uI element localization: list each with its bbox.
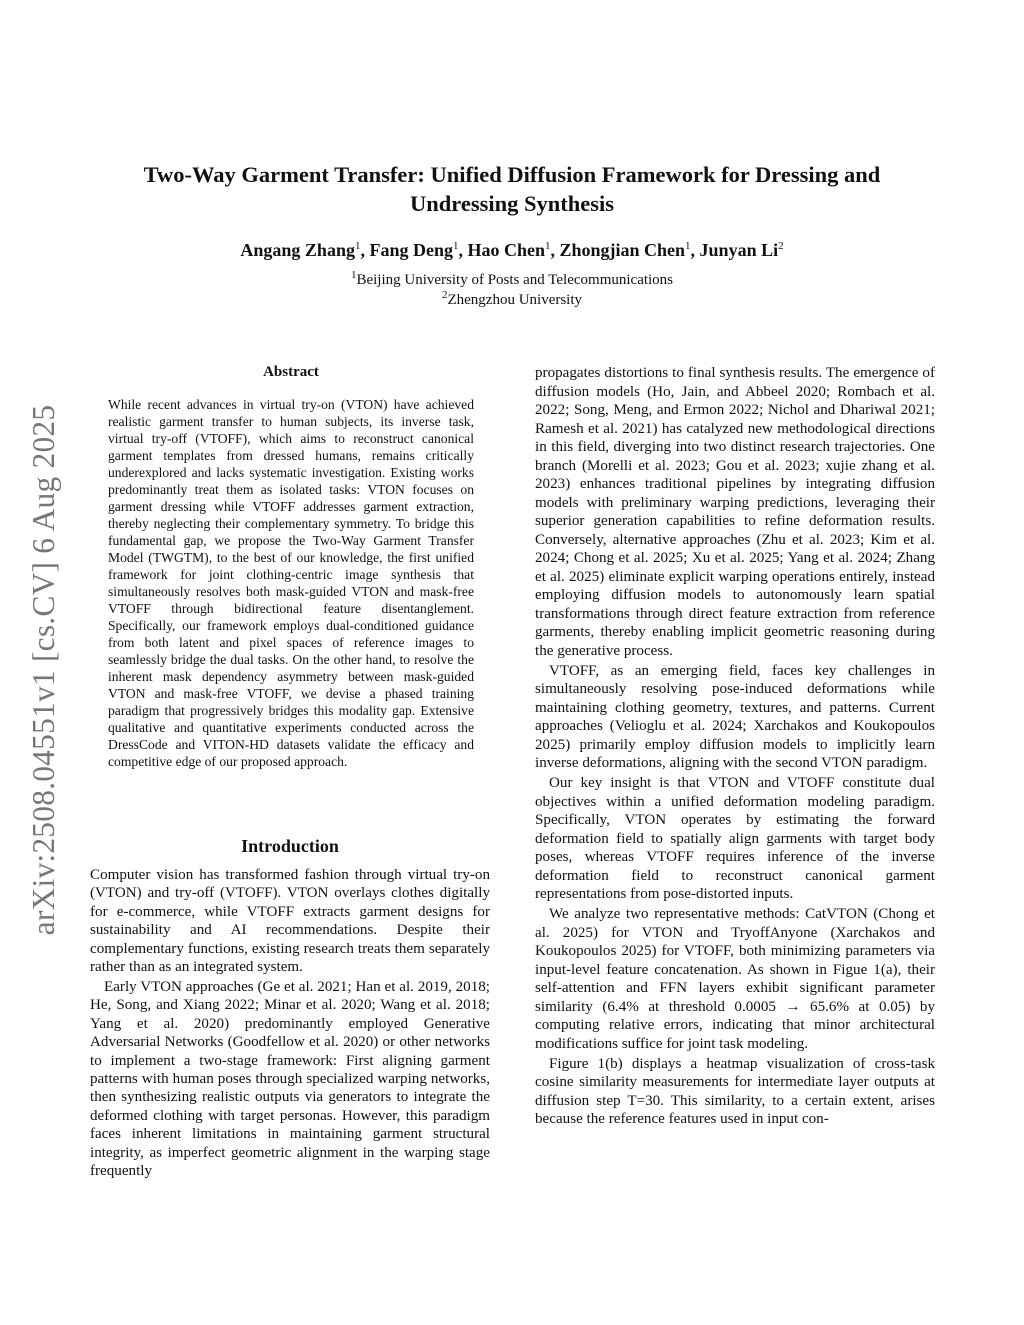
introduction-body-right bbox=[535, 364, 935, 1129]
body-paragraph: Computer vision has transformed fashion through virtual try-on (VTON) and try-off (VTOFF). VTON overlays clothes digitally for e-commerce, while VTOFF extracts garment designs for sustainability and AI recommendations. Despite their complementary functions, existing research treats them separately rather than as an integrated system. bbox=[90, 867, 490, 976]
affiliation-marker: 1 bbox=[354, 240, 361, 252]
author-name: Hao Chen bbox=[467, 240, 545, 260]
body-paragraph: Figure 1(b) displays a heatmap visualization of cross-task cosine similarity measurements for intermediate layer outputs at diffusion step T=30. This similarity, to a certain extent, arises because the reference features used in input con- bbox=[535, 1055, 935, 1127]
paper-title bbox=[90, 160, 934, 218]
author-list: Angang Zhang$^1$, Fang Deng$^1$, Hao Chen$^1$, Zhongjian Chen$^1$, Junyan Li$^2$ bbox=[240, 240, 784, 260]
body-paragraph: VTOFF, as an emerging field, faces key challenges in simultaneously resolving pose-induced deformations while maintaining clothing geometry, textures, and patterns. Current approaches (Velioglu et al. 2024; Xarchakos and Koukopoulos 2025) primarily employ diffusion models to implicitly learn inverse deformations, aligning with the second VTON paradigm. bbox=[535, 662, 935, 771]
arxiv-identifier-stamp: arXiv:2508.04551v1 [cs.CV] 6 Aug 2025 bbox=[26, 404, 61, 936]
affiliation-2 bbox=[90, 285, 934, 310]
body-paragraph: We analyze two representative methods: CatVTON (Chong et al. 2025) for VTON and TryoffAnyone (Xarchakos and Koukopoulos 2025) for VTOFF, both minimizing parameters via input-level feature concatenation. As shown in Figue 1(a), their self-attention and FFN layers exhibit significant parameter similarity (6.4% at threshold 0.0005 → 65.6% at 0.05) by computing relative errors, indicating that minor architectural modifications suffice for joint task modeling. bbox=[535, 906, 935, 1052]
abstract-heading: Abstract bbox=[263, 364, 319, 380]
author-name: Fang Deng bbox=[369, 240, 453, 260]
body-paragraph: Early VTON approaches (Ge et al. 2021; Han et al. 2019, 2018; He, Song, and Xiang 2022; Minar et al. 2020; Wang et al. 2018; Yang et al. 2020) predominantly employed Generative Adversarial Networks (Goodfellow et al. 2020) or other networks to implement a two-stage framework: First aligning garment patterns with human poses through specialized warping networks, then synthesizing realistic outputs via generators to integrate the deformed clothing with target personas. However, this paradigm faces inherent limitations in maintaining garment structural integrity, as imperfect geometric alignment in the warping stage frequently bbox=[90, 978, 490, 1179]
author-name: Junyan Li bbox=[699, 240, 779, 260]
author-name: Angang Zhang bbox=[240, 240, 355, 260]
affiliation-marker: 2 bbox=[441, 289, 448, 301]
body-paragraph: propagates distortions to final synthesis results. The emergence of diffusion models (Ho, Jain, and Abbeel 2020; Rombach et al. 2022; Song, Meng, and Ermon 2022; Nichol and Dhariwal 2021; Ramesh et al. 2021) has catalyzed new methodological directions in this field, diverging into two distinct research trajectories. One branch (Morelli et al. 2023; Gou et al. 2023; xujie zhang et al. 2023) enhances traditional pipelines by integrating diffusion models with preliminary warping predictions, leveraging their superior generation capabilities to refine deformation results. Conversely, alternative approaches (Zhu et al. 2023; Kim et al. 2024; Chong et al. 2025; Xu et al. 2025; Yang et al. 2024; Zhang et al. 2025) eliminate explicit warping operations entirely, instead employing diffusion models to autonomously learn spatial transformations through direct feature extraction from reference garments, thereby enabling implicit geometric reasoning during the generative process. bbox=[535, 365, 935, 659]
affiliation-marker: 1 bbox=[350, 269, 357, 281]
paper-title-line-2: Undressing Synthesis bbox=[409, 191, 615, 216]
affiliation-marker: 1 bbox=[545, 240, 551, 252]
affiliation-marker: 2 bbox=[778, 240, 784, 252]
paper-title-line-1: Two-Way Garment Transfer: Unified Diffusion Framework for Dressing and bbox=[143, 162, 881, 187]
affiliation-marker: 1 bbox=[452, 240, 459, 252]
abstract-body bbox=[108, 396, 474, 770]
affiliation-name: Beijing University of Posts and Telecommunications bbox=[356, 272, 674, 288]
body-paragraph: Our key insight is that VTON and VTOFF constitute dual objectives within a unified deformation modeling paradigm. Specifically, VTON operates by estimating the forward deformation field to spatially align garments with target body poses, whereas VTOFF requires inference of the inverse deformation field to reconstruct canonical garment representations from pose-distorted inputs. bbox=[535, 775, 935, 902]
affiliation-name: Zhengzhou University bbox=[447, 292, 583, 308]
author-name: Zhongjian Chen bbox=[559, 240, 686, 260]
introduction-body-left bbox=[90, 866, 490, 1180]
introduction-heading: Introduction bbox=[241, 836, 339, 856]
abstract-paragraph: While recent advances in virtual try-on (VTON) have achieved realistic garment transfer to human subjects, its inverse task, virtual try-off (VTOFF), which aims to reconstruct canonical garment templates from dressed humans, remains critically underexplored and lacks systematic investigation. Existing works predominantly treat them as isolated tasks: VTON focuses on garment dressing while VTOFF addresses garment extraction, thereby neglecting their complementary symmetry. To bridge this fundamental gap, we propose the Two-Way Garment Transfer Model (TWGTM), to the best of our knowledge, the first unified framework for joint clothing-centric image synthesis that simultaneously resolves both mask-guided VTON and mask-free VTOFF through bidirectional feature disentanglement. Specifically, our framework employs dual-conditioned guidance from both latent and pixel spaces of reference images to seamlessly bridge the dual tasks. On the other hand, to resolve the inherent mask dependency asymmetry between mask-guided VTON and mask-free VTOFF, we devise a phased training paradigm that progressively bridges this modality gap. Extensive qualitative and quantitative experiments conducted across the DressCode and VITON-HD datasets validate the efficacy and competitive edge of our proposed approach. bbox=[108, 397, 474, 769]
affiliation-marker: 1 bbox=[685, 240, 691, 252]
